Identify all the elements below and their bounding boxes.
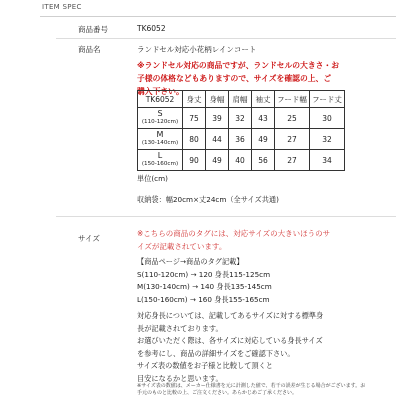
product-name-label: 商品名 — [78, 45, 101, 54]
measure-cell: 36 — [229, 129, 252, 150]
size-table-header-row — [138, 91, 345, 108]
measure-cell: 49 — [252, 129, 275, 150]
measure-cell: 32 — [229, 108, 252, 129]
measure-cell: 49 — [206, 150, 229, 171]
measure-cell: 39 — [206, 108, 229, 129]
tag-size-note: ※こちらの商品のタグには、対応サイズの大きいほうのサ イズが記載されています。 — [137, 229, 331, 251]
landsel-warning: ※ランドセル対応の商品ですが、ランドセルの大きさ・お 子様の体格などもありますので、サイズを確認の上、ご 購入下さい。 — [137, 61, 340, 96]
divider — [56, 216, 396, 217]
size-table-row — [138, 108, 345, 129]
measurement-footnote: ※サイズ表の数値は、メーカー仕様書を元に計測した値で、若干の誤差が生じる場合がございます。お 手元のものと比較の上、ご注文ください。あらかじめご了承ください。 — [137, 383, 366, 396]
size-range: (150-160cm) — [141, 161, 179, 167]
size-table-header: 肩幅 — [229, 91, 252, 108]
divider — [40, 16, 396, 17]
product-name-value: ランドセル対応小花柄レインコート — [137, 45, 257, 54]
size-table-header: フード幅 — [275, 91, 310, 108]
size-range: (130-140cm) — [141, 140, 179, 146]
measure-cell: 27 — [275, 129, 310, 150]
item-spec-heading: ITEM SPEC — [42, 3, 82, 11]
measure-cell: 25 — [275, 108, 310, 129]
size-name: M — [156, 130, 164, 139]
product-number-value: TK6052 — [137, 24, 166, 33]
size-table — [137, 90, 345, 171]
measure-cell: 27 — [275, 150, 310, 171]
product-number-label: 商品番号 — [78, 25, 108, 34]
size-name: L — [157, 151, 163, 160]
tag-size-mapping: 【商品ページ→商品のタグ記載】 S(110-120cm) → 120 身長115-125cm M(130-140cm) → 140 身長135-145cm L(150-160cm) → 160 身長155-165cm — [137, 257, 272, 304]
measure-cell: 56 — [252, 150, 275, 171]
storage-bag-note: 収納袋：幅20cm×丈24cm（全サイズ共通) — [137, 195, 279, 204]
measure-cell: 75 — [183, 108, 206, 129]
divider — [56, 38, 396, 39]
size-table-header: TK6052 — [138, 91, 183, 108]
measure-cell: 40 — [229, 150, 252, 171]
measure-cell: 80 — [183, 129, 206, 150]
size-guide-text: 対応身長については、記載してあるサイズに対する標準身 長が記載されております。 お選びいただく際は、各サイズに対応している身長サイズ を参考にし、商品の詳細サイズをご確認下さい。 サイズ表の数値をお子様と比較して頂くと 目安になるかと思います。 — [137, 311, 324, 383]
measure-cell: 30 — [310, 108, 345, 129]
size-table-header: フード丈 — [310, 91, 345, 108]
size-table-header: 身丈 — [183, 91, 206, 108]
measure-cell: 43 — [252, 108, 275, 129]
size-table-row — [138, 129, 345, 150]
measure-cell: 32 — [310, 129, 345, 150]
size-range: (110-120cm) — [141, 119, 179, 125]
size-name: S — [157, 109, 163, 118]
size-label: サイズ — [78, 234, 100, 243]
measure-cell: 44 — [206, 129, 229, 150]
measure-cell: 34 — [310, 150, 345, 171]
size-cell — [138, 108, 183, 129]
size-cell — [138, 129, 183, 150]
measure-cell: 90 — [183, 150, 206, 171]
unit-note: 単位(cm) — [137, 174, 168, 183]
size-table-header: 袖丈 — [252, 91, 275, 108]
size-table-header: 身幅 — [206, 91, 229, 108]
size-table-row — [138, 150, 345, 171]
size-cell — [138, 150, 183, 171]
